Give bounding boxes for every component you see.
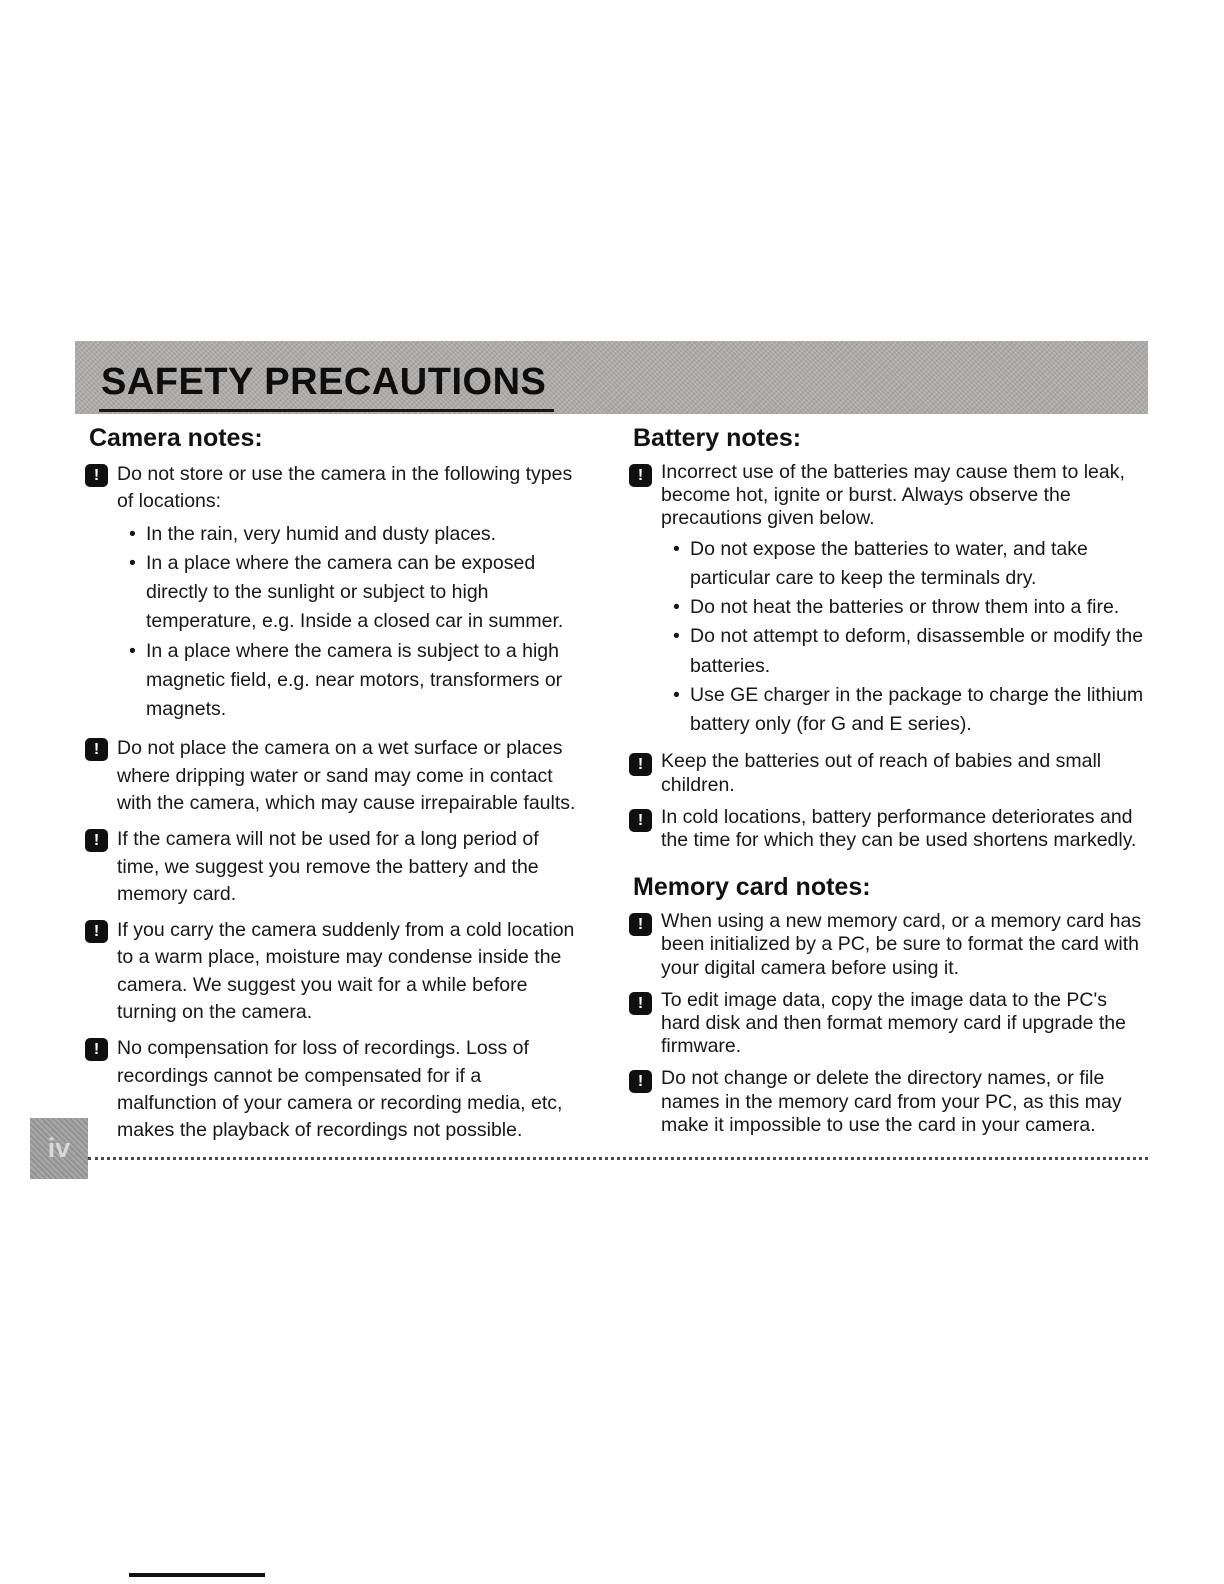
memory-card-notes-heading: Memory card notes: [633,873,871,902]
note-item [85,1035,577,1144]
note-body [117,826,577,908]
note-body [661,806,1148,852]
camera-notes-column [85,424,577,1154]
page-title: SAFETY PRECAUTIONS [99,361,554,412]
note-text: If you carry the camera suddenly from a cold location to a warm place, moisture may condense inside the camera. We suggest you wait for a while before turning on the camera. [117,919,575,1024]
caution-note-icon: ! [629,753,652,776]
note-text: Do not place the camera on a wet surface or places where dripping water or sand may come in contact with the camera, which may cause irrepairable faults. [117,737,576,814]
bullet-item: • In a place where the camera is subject to a high magnetic field, e.g. near motors, transformers or magnets. [129,637,577,725]
caution-note-icon: ! [85,464,108,487]
bullet-item: • In the rain, very humid and dusty places. [129,520,577,549]
page-number-badge: iv [30,1118,88,1179]
note-body [661,461,1148,741]
bullet-item: • Do not expose the batteries to water, and take particular care to keep the terminals dry. [673,535,1148,594]
note-body [661,750,1148,796]
note-body [117,461,577,726]
note-text: When using a new memory card, or a memory card has been initialized by a PC, be sure to format the card with your digital camera before using it. [661,910,1142,979]
caution-note-icon: ! [85,1038,108,1061]
note-item [629,461,1148,741]
note-item [629,1067,1148,1137]
caution-note-icon: ! [629,809,652,832]
caution-note-icon: ! [85,920,108,943]
bullet-item: • Do not heat the batteries or throw them into a fire. [673,593,1148,622]
battery-memory-column [629,424,1148,1154]
note-item [85,917,577,1026]
note-item [629,989,1148,1059]
note-item [85,826,577,908]
caution-note-icon: ! [629,464,652,487]
note-text: To edit image data, copy the image data to the PC's hard disk and then format memory card if upgrade the firmware. [661,988,1126,1058]
note-text: Keep the batteries out of reach of babies and small children. [661,750,1102,796]
note-text: Do not change or delete the directory names, or file names in the memory card from your PC, as this may make it impossible to use the card in your camera. [661,1067,1122,1136]
camera-notes-heading: Camera notes: [89,424,263,452]
note-text: Incorrect use of the batteries may cause them to leak, become hot, ignite or burst. Always observe the precautions given below. [661,461,1125,530]
battery-notes-heading: Battery notes: [633,424,802,452]
caution-note-icon: ! [629,992,652,1015]
safety-header-bar [75,341,1148,414]
note-body [117,1035,577,1144]
bullet-item: • Do not attempt to deform, disassemble or modify the batteries. [673,622,1148,681]
bullet-item: • In a place where the camera can be exposed directly to the sunlight or subject to high temperature, e.g. Inside a closed car in summer. [129,549,577,637]
caution-note-icon: ! [629,913,652,936]
note-item [629,806,1148,852]
note-item [85,461,577,726]
note-body [661,1067,1148,1137]
note-item [85,735,577,817]
caution-note-icon: ! [85,738,108,761]
note-item [629,910,1148,980]
bullet-list [661,535,1148,740]
caution-note-icon: ! [629,1070,652,1093]
bullet-item: • Use GE charger in the package to charge the lithium battery only (for G and E series). [673,681,1148,740]
footer-divider [88,1157,1148,1160]
note-text: Do not store or use the camera in the following types of locations: [117,463,573,513]
note-item [629,750,1148,796]
note-body [117,735,577,817]
bottom-scan-mark [129,1573,265,1577]
note-text: In cold locations, battery performance deteriorates and the time for which they can be used shortens markedly. [661,805,1137,851]
content-columns [85,424,1148,1154]
caution-note-icon: ! [85,829,108,852]
note-text: If the camera will not be used for a long period of time, we suggest you remove the battery and the memory card. [117,828,539,905]
note-body [117,917,577,1026]
bullet-list [117,520,577,725]
note-text: No compensation for loss of recordings. Loss of recordings cannot be compensated for if a malfunction of your camera or recording media, etc, makes the playback of recordings not possible. [117,1037,563,1142]
note-body [661,910,1148,980]
note-body [661,989,1148,1059]
